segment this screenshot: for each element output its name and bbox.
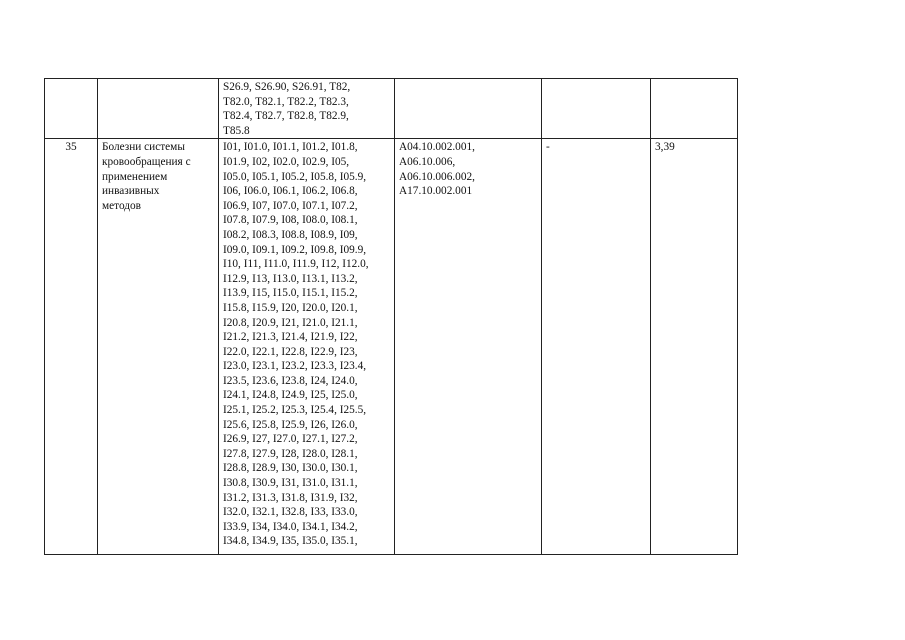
codes-line: I23.0, I23.1, I23.2, I23.3, I23.4, bbox=[223, 360, 367, 373]
codes-line: I25.6, I25.8, I25.9, I26, I26.0, bbox=[223, 418, 358, 431]
codes-line: I08.2, I08.3, I08.8, I08.9, I09, bbox=[223, 228, 358, 241]
diagnosis-codes-cell bbox=[219, 79, 395, 139]
name-line: инвазивных bbox=[102, 185, 160, 198]
extra-criteria-cell bbox=[542, 79, 651, 139]
name-line: методов bbox=[102, 199, 142, 212]
codes-line: I22.0, I22.1, I22.8, I22.9, I23, bbox=[223, 345, 358, 358]
codes-line: I13.9, I15, I15.0, I15.1, I15.2, bbox=[223, 287, 358, 300]
table-row bbox=[45, 139, 738, 555]
codes-line: I20.8, I20.9, I21, I21.0, I21.1, bbox=[223, 316, 358, 329]
codes-line: I31.2, I31.3, I31.8, I31.9, I32, bbox=[223, 491, 358, 504]
service-codes-cell bbox=[395, 139, 542, 555]
codes-line: I01, I01.0, I01.1, I01.2, I01.8, bbox=[223, 141, 358, 154]
codes-line: I23.5, I23.6, I23.8, I24, I24.0, bbox=[223, 374, 358, 387]
service-line: A04.10.002.001, bbox=[399, 141, 475, 154]
codes-line: I24.1, I24.8, I24.9, I25, I25.0, bbox=[223, 389, 358, 402]
codes-line: I01.9, I02, I02.0, I02.9, I05, bbox=[223, 155, 350, 168]
codes-line: T85.8 bbox=[223, 124, 250, 137]
codes-line: T82.4, T82.7, T82.8, T82.9, bbox=[223, 110, 349, 123]
group-name-cell bbox=[98, 79, 219, 139]
codes-line: S26.9, S26.90, S26.91, T82, bbox=[223, 81, 351, 93]
extra-criteria-cell: - bbox=[542, 139, 651, 555]
diagnosis-codes-cell bbox=[219, 139, 395, 555]
service-line: A17.10.002.001 bbox=[399, 185, 473, 198]
codes-line: I10, I11, I11.0, I11.9, I12, I12.0, bbox=[223, 258, 369, 271]
row-number-cell bbox=[45, 79, 98, 139]
table-row bbox=[45, 79, 738, 139]
codes-line: I27.8, I27.9, I28, I28.0, I28.1, bbox=[223, 447, 358, 460]
codes-line: T82.0, T82.1, T82.2, T82.3, bbox=[223, 95, 349, 108]
name-line: Болезни системы bbox=[102, 141, 185, 154]
codes-line: I09.0, I09.1, I09.2, I09.8, I09.9, bbox=[223, 243, 367, 256]
codes-line: I30.8, I30.9, I31, I31.0, I31.1, bbox=[223, 477, 358, 490]
codes-line: I25.1, I25.2, I25.3, I25.4, I25.5, bbox=[223, 404, 367, 417]
codes-line: I15.8, I15.9, I20, I20.0, I20.1, bbox=[223, 301, 358, 314]
codes-line: I26.9, I27, I27.0, I27.1, I27.2, bbox=[223, 433, 358, 446]
coefficient-cell bbox=[651, 79, 738, 139]
codes-line: I33.9, I34, I34.0, I34.1, I34.2, bbox=[223, 520, 358, 533]
codes-line: I06.9, I07, I07.0, I07.1, I07.2, bbox=[223, 199, 358, 212]
codes-line: I12.9, I13, I13.0, I13.1, I13.2, bbox=[223, 272, 358, 285]
service-codes-cell bbox=[395, 79, 542, 139]
codes-line: I06, I06.0, I06.1, I06.2, I06.8, bbox=[223, 185, 358, 198]
codes-line: I34.8, I34.9, I35, I35.0, I35.1, bbox=[223, 535, 358, 548]
codes-line: I28.8, I28.9, I30, I30.0, I30.1, bbox=[223, 462, 358, 475]
codes-line: I07.8, I07.9, I08, I08.0, I08.1, bbox=[223, 214, 358, 227]
service-line: A06.10.006, bbox=[399, 155, 456, 168]
row-number-cell: 35 bbox=[45, 139, 98, 555]
name-line: применением bbox=[102, 170, 168, 183]
group-name-cell bbox=[98, 139, 219, 555]
codes-line: I21.2, I21.3, I21.4, I21.9, I22, bbox=[223, 331, 358, 344]
codes-line: I05.0, I05.1, I05.2, I05.8, I05.9, bbox=[223, 170, 367, 183]
codes-line: I32.0, I32.1, I32.8, I33, I33.0, bbox=[223, 506, 358, 519]
service-line: A06.10.006.002, bbox=[399, 170, 475, 183]
name-line: кровообращения с bbox=[102, 155, 191, 168]
coefficient-cell: 3,39 bbox=[651, 139, 738, 555]
document-table bbox=[44, 78, 738, 555]
